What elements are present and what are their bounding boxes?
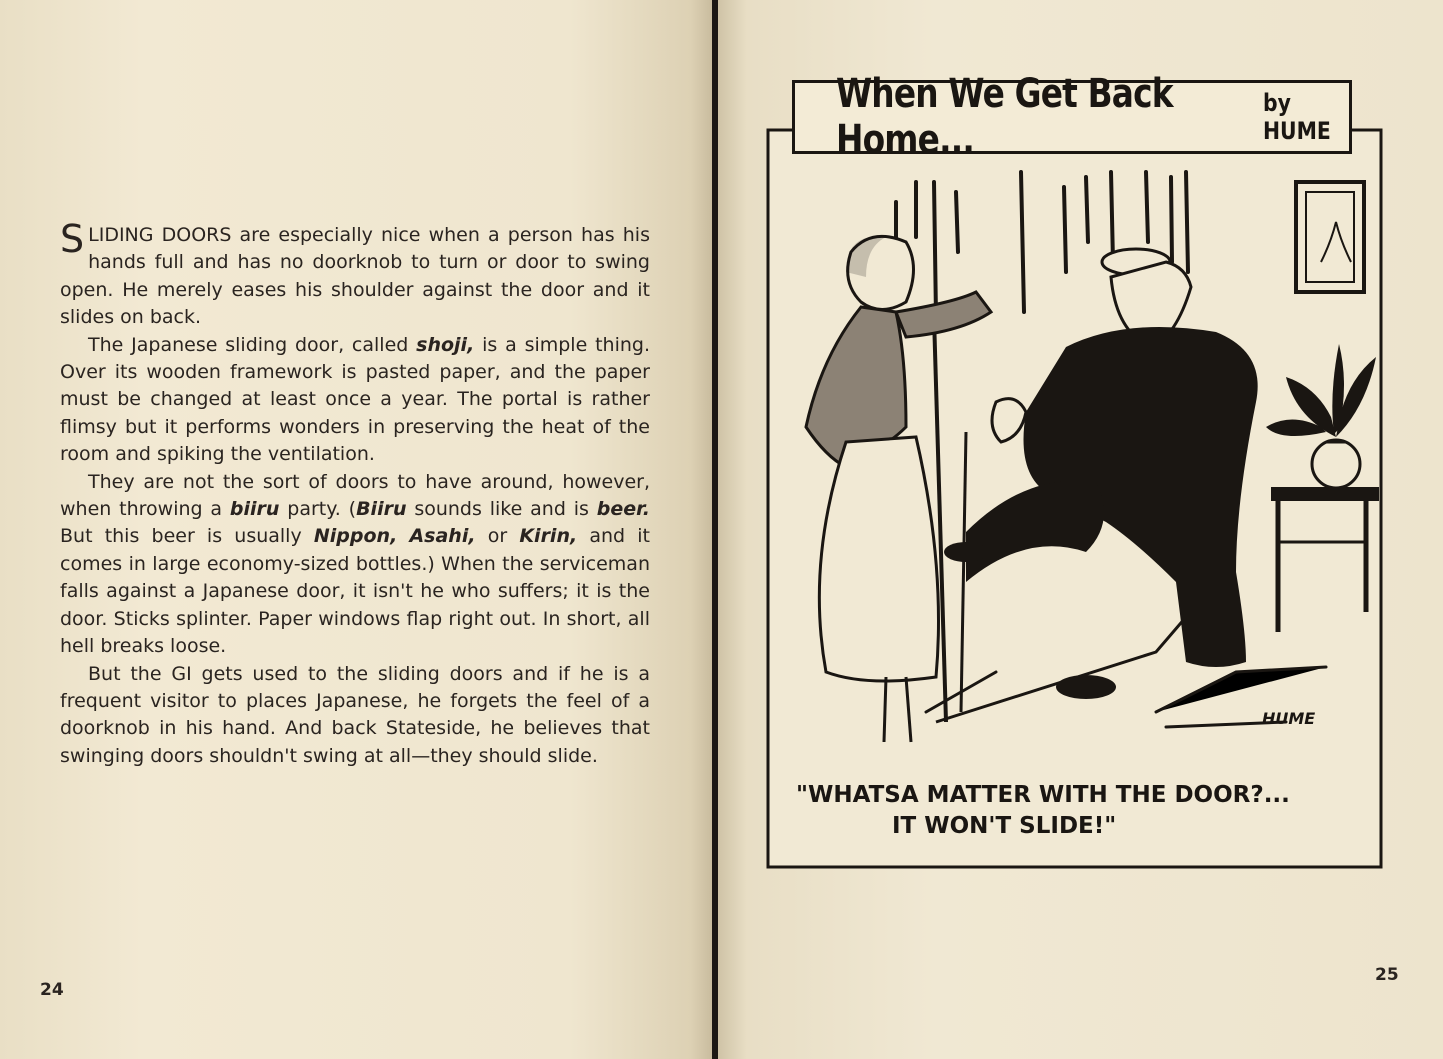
- emphasized-term: beer.: [596, 498, 651, 521]
- cartoon-title: When We Get Back Home...: [835, 71, 1173, 163]
- artist-signature: HUME: [1262, 709, 1316, 728]
- caption-line-1: "WHATSA MATTER WITH THE DOOR?...: [796, 782, 1290, 808]
- emphasized-term: Kirin,: [519, 525, 578, 548]
- text-run: or: [475, 525, 520, 548]
- cartoon-illustration: [766, 112, 1383, 869]
- text-run: The Japanese sliding door, called: [88, 333, 417, 356]
- text-run: and it comes in large economy-sized bottles.) When the serviceman falls against a Japanese door, it isn't he who suffers; it is the door. Sticks splinter. Paper windows flap right out. In short, all hell breaks loose.: [60, 525, 651, 658]
- cartoon-title-banner: [792, 71, 1352, 163]
- emphasized-term: Biiru: [356, 498, 407, 521]
- article-paragraph: [60, 661, 650, 771]
- cartoon-panel: [766, 71, 1383, 869]
- article-paragraph: [60, 469, 650, 661]
- article-text: [60, 217, 651, 770]
- page-number-right: 25: [1375, 965, 1399, 985]
- caption-line-2: IT WON'T SLIDE!": [892, 813, 1117, 839]
- text-run: LIDING DOORS are especially nice when a person has his hands full and has no doorknob to turn or door to swing open. He merely eases his shoulder against the door and it slides on back.: [60, 224, 650, 329]
- article-paragraph: [60, 332, 650, 469]
- cartoon-caption: [796, 780, 1356, 842]
- article-paragraph: [60, 217, 650, 332]
- text-run: sounds like and is: [406, 498, 597, 521]
- text-run: But the GI gets used to the sliding doors and if he is a frequent visitor to places Japanese, he forgets the feel of a doorknob in his hand. And back Stateside, he believes that swinging doors shouldn't swing at all—they should slide.: [60, 662, 650, 767]
- text-run: is a simple thing. Over its wooden framework is pasted paper, and the paper must be changed at least once a year. The portal is rather flimsy but it performs wonders in preserving the heat of the room and spiking the ventilation.: [60, 333, 651, 466]
- left-page: [0, 0, 712, 1059]
- drop-cap: S: [60, 217, 85, 261]
- emphasized-term: Asahi,: [409, 525, 476, 548]
- emphasized-term: shoji,: [416, 333, 475, 356]
- text-run: party. (: [279, 498, 357, 521]
- page-number-left: 24: [40, 980, 64, 1000]
- cartoon-byline: by HUME: [1262, 89, 1331, 145]
- text-run: They are not the sort of doors to have around, however, when throwing a: [60, 470, 650, 521]
- text-run: [397, 525, 409, 547]
- emphasized-term: biiru: [229, 498, 280, 521]
- emphasized-term: Nippon,: [313, 525, 398, 548]
- text-run: But this beer is usually: [60, 525, 314, 548]
